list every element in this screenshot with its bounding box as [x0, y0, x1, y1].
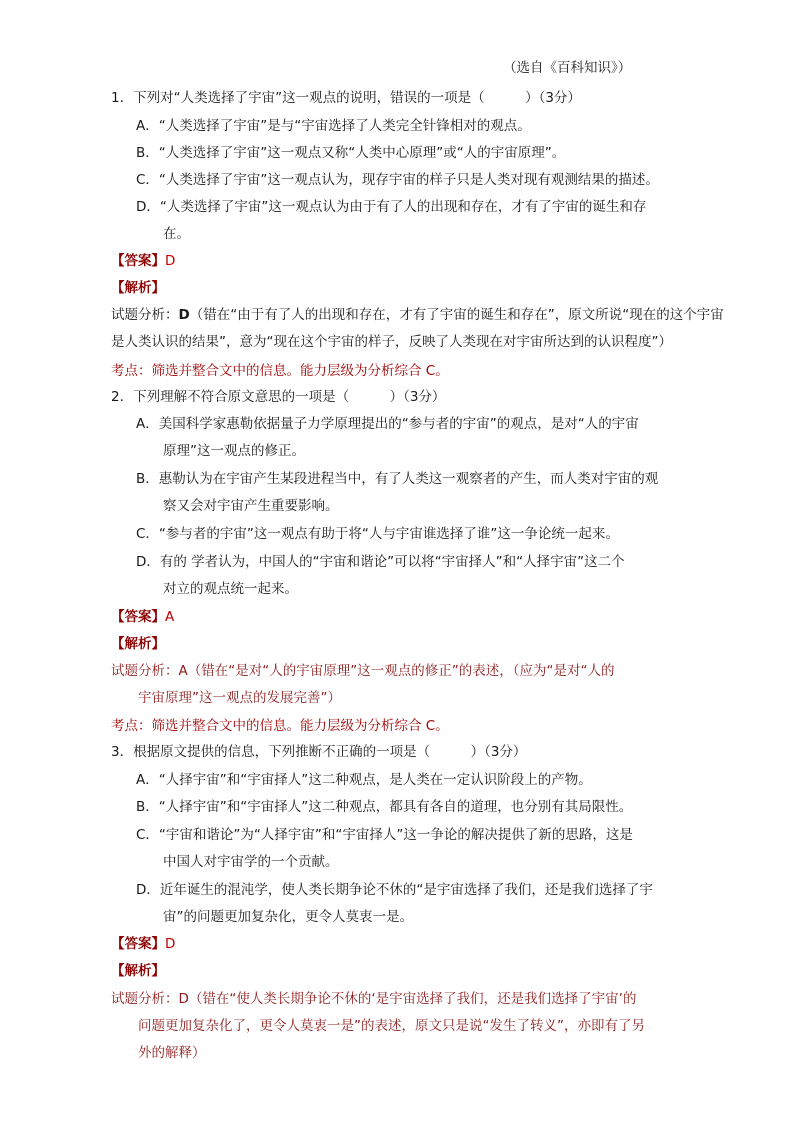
question-2-stem: 2．下列理解不符合原文意思的一项是（ ）（3分） [111, 389, 446, 405]
question-3-option-a: A．“人择宇宙”和“宇宙择人”这二种观点，是人类在一定认识阶段上的产物。 [136, 772, 592, 788]
question-3-analysis-line-3: 外的解释） [138, 1045, 206, 1061]
question-1-option-c: C．“人类选择了宇宙”这一观点认为，现存宇宙的样子只是人类对现有观测结果的描述。 [136, 172, 659, 188]
question-2-option-c: C．“参与者的宇宙”这一观点有助于将“人与宇宙谁选择了谁”这一争论统一起来。 [136, 526, 619, 542]
question-2-analysis-line-1: 试题分析：A（错在“是对“人的宇宙原理”这一观点的修正”的表述，（应为“是对“人的 [111, 663, 615, 679]
question-1-option-d-cont: 在。 [163, 226, 190, 242]
answer-letter: D [165, 936, 176, 952]
question-2-option-b: B．惠勒认为在宇宙产生某段进程当中，有了人类这一观察者的产生，而人类对宇宙的观 [136, 471, 659, 487]
question-1-analysis-line-2: 是人类认识的结果”，意为“现在这个宇宙的样子，反映了人类现在对宇宙所达到的认识程度”） [111, 334, 672, 350]
question-3-answer [111, 934, 175, 954]
question-3-option-d: D．近年诞生的混沌学，使人类长期争论不休的“是宇宙选择了我们，还是我们选择了宇 [136, 882, 653, 898]
analysis-text: （错在“由于有了人的出现和存在，才有了宇宙的诞生和存在”，原文所说“现在的这个宇宙 [189, 307, 724, 323]
answer-label: 【答案】 [111, 253, 165, 269]
question-3-option-c-cont: 中国人对宇宙学的一个贡献。 [163, 854, 339, 870]
answer-letter: D [165, 253, 176, 269]
question-2-option-b-cont: 察又会对宇宙产生重要影响。 [163, 498, 339, 514]
analysis-letter: D [178, 307, 190, 323]
question-2-option-d-cont: 对立的观点统一起来。 [163, 581, 298, 597]
question-3-option-d-cont: 宙”的问题更加复杂化，更令人莫衷一是。 [163, 909, 413, 925]
question-3-analysis-line-2: 问题更加复杂化了，更令人莫衷一是”的表述，原文只是说“发生了转义”，亦即有了另 [138, 1018, 645, 1034]
question-2-analysis-label: 【解析】 [111, 636, 165, 652]
question-1-option-d: D．“人类选择了宇宙”这一观点认为由于有了人的出现和存在，才有了宇宙的诞生和存 [136, 199, 647, 215]
answer-letter: A [165, 609, 175, 625]
question-1-analysis-label: 【解析】 [111, 280, 165, 296]
question-3-option-b: B．“人择宇宙”和“宇宙择人”这二种观点，都具有各自的道理，也分别有其局限性。 [136, 799, 633, 815]
question-1-stem: 1．下列对“人类选择了宇宙”这一观点的说明，错误的一项是（ ）（3分） [111, 90, 581, 106]
question-1-kaodian: 考点：筛选并整合文中的信息。能力层级为分析综合 C。 [111, 363, 449, 379]
question-2-kaodian: 考点：筛选并整合文中的信息。能力层级为分析综合 C。 [111, 718, 449, 734]
question-3-analysis-line-1: 试题分析：D（错在“使人类长期争论不休的‘是宇宙选择了我们，还是我们选择了宇宙’的 [111, 991, 637, 1007]
question-3-analysis-label: 【解析】 [111, 963, 165, 979]
source-citation: （选自《百科知识》） [503, 60, 632, 76]
analysis-prefix: 试题分析： [111, 307, 179, 323]
question-1-option-b: B．“人类选择了宇宙”这一观点又称“人类中心原理”或“人的宇宙原理”。 [136, 145, 566, 161]
question-2-option-d: D．有的 学者认为，中国人的“宇宙和谐论”可以将“宇宙择人”和“人择宇宙”这二个 [136, 554, 625, 570]
question-1-option-a: A．“人类选择了宇宙”是与“宇宙选择了人类完全针锋相对的观点。 [136, 118, 531, 134]
answer-label: 【答案】 [111, 936, 165, 952]
question-3-stem: 3．根据原文提供的信息，下列推断不正确的一项是（ ）（3分） [111, 744, 527, 760]
question-2-option-a-cont: 原理”这一观点的修正。 [163, 443, 305, 459]
question-3-option-c: C．“宇宙和谐论”为“人择宇宙”和“宇宙择人”这一争论的解决提供了新的思路，这是 [136, 827, 633, 843]
question-2-analysis-line-2: 宇宙原理”这一观点的发展完善”） [138, 690, 341, 706]
question-1-answer [111, 251, 175, 271]
answer-label: 【答案】 [111, 609, 165, 625]
question-2-option-a: A．美国科学家惠勒依据量子力学原理提出的“参与者的宇宙”的观点，是对“人的宇宙 [136, 416, 639, 432]
question-1-analysis-line-1 [111, 305, 724, 325]
question-2-answer [111, 607, 174, 627]
